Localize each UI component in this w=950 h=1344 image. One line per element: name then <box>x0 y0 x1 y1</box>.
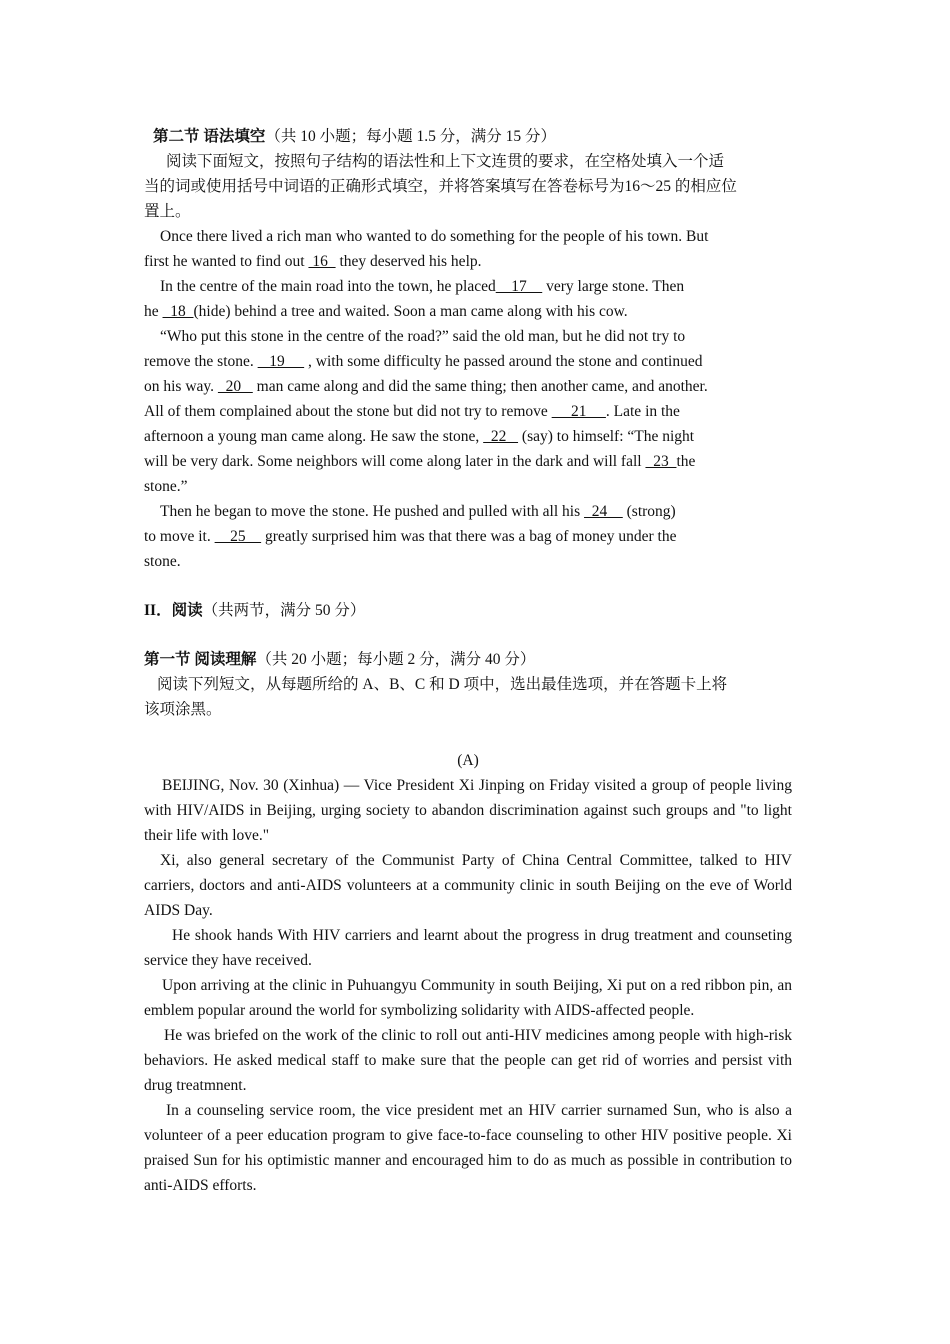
instruction-line: 阅读下面短文，按照句子结构的语法性和上下文连贯的要求，在空格处填入一个适 <box>166 153 725 170</box>
blank-25[interactable]: 25 <box>214 528 262 545</box>
passage-paragraph: Upon arriving at the clinic in Puhuangyu Community in south Beijing, Xi put on a red ribbon pin, an emblem popular around the world for symbolizing solidarity with AIDS-affected people. <box>144 977 792 1019</box>
text-span: (say) to himself: “The night <box>518 428 695 445</box>
passage-line <box>144 374 792 399</box>
passage-paragraph: Xi, also general secretary of the Communist Party of China Central Committee, talked to HIV carriers, doctors and anti-AIDS volunteers at a community clinic in south Beijing on the eve of World AIDS Day. <box>144 852 792 919</box>
blank-22[interactable]: 22 <box>483 428 519 445</box>
text-span: All of them complained about the stone but did not try to remove <box>144 403 552 420</box>
passage-line: stone.” <box>144 478 188 495</box>
passage-paragraph: He shook hands With HIV carriers and learnt about the progress in drug treatment and counseting service they have received. <box>144 927 792 969</box>
passage-line <box>144 274 792 299</box>
passage-paragraph: He was briefed on the work of the clinic to roll out anti-HIV medicines among people with high-risk behaviors. He asked medical staff to make sure that the people can get rid of worries and persist vith drug treatmnent. <box>144 1027 792 1094</box>
exam-page <box>144 124 792 1198</box>
text-span: man came along and did the same thing; then another came, and another. <box>252 378 708 395</box>
blank-24[interactable]: 24 <box>584 503 623 520</box>
text-span: (strong) <box>622 503 676 520</box>
blank-16[interactable]: 16 <box>308 253 336 270</box>
text-span: remove the stone. <box>144 353 258 370</box>
instruction-line: 该项涂黑。 <box>144 701 222 718</box>
text-span: first he wanted to find out <box>144 253 309 270</box>
section-heading <box>144 647 792 672</box>
passage-line <box>144 249 792 274</box>
passage-paragraph: In a counseling service room, the vice president met an HIV carrier surnamed Sun, who is also a volunteer of a peer education program to give face-to-face counseling to other HIV positive people. Xi praised Sun for his optimistic manner and encouraged him to do as much as possible in contribution to anti-AIDS efforts. <box>144 1102 792 1194</box>
passage-line <box>144 399 792 424</box>
text-span: In the centre of the main road into the town, he placed <box>160 278 496 295</box>
passage-line <box>144 349 792 374</box>
text-span: (hide) behind a tree and waited. Soon a man came along with his cow. <box>193 303 628 320</box>
passage-line <box>144 499 792 524</box>
part-scoring: （共两节，满分 50 分） <box>202 602 366 619</box>
section-title: 第一节 阅读理解 <box>144 651 257 668</box>
passage-line <box>144 524 792 549</box>
text-span: the <box>676 453 696 470</box>
passage-line <box>144 299 792 324</box>
passage-line <box>144 449 792 474</box>
part-heading <box>144 598 792 623</box>
passage-line: Once there lived a rich man who wanted to do something for the people of his town. But <box>160 228 709 245</box>
spacer <box>144 722 792 747</box>
blank-23[interactable]: 23 <box>645 453 677 470</box>
passage-line: “Who put this stone in the centre of the road?” said the old man, but he did not try to <box>160 328 686 345</box>
text-span: greatly surprised him was that there was a bag of money under the <box>261 528 677 545</box>
passage-label: (A) <box>457 752 479 769</box>
passage-line <box>144 424 792 449</box>
text-span: Then he began to move the stone. He pushed and pulled with all his <box>160 503 585 520</box>
passage-paragraph: BEIJING, Nov. 30 (Xinhua) — Vice President Xi Jinping on Friday visited a group of people living with HIV/AIDS in Beijing, urging society to abandon discrimination against such groups and "to light their life with love." <box>144 777 792 844</box>
spacer <box>144 574 792 598</box>
instruction-line: 阅读下列短文，从每题所给的 A、B、C 和 D 项中，选出最佳选项，并在答题卡上将 <box>157 676 728 693</box>
part-title: II．阅读 <box>144 602 203 619</box>
text-span: . Late in the <box>605 403 680 420</box>
section-scoring: （共 10 小题；每小题 1.5 分，满分 15 分） <box>265 128 557 145</box>
instruction-line: 置上。 <box>144 203 191 220</box>
text-span: he <box>144 303 163 320</box>
blank-21[interactable]: 21 <box>551 403 606 420</box>
section-scoring: （共 20 小题；每小题 2 分，满分 40 分） <box>256 651 536 668</box>
section-heading <box>144 124 792 149</box>
spacer <box>144 623 792 647</box>
text-span: to move it. <box>144 528 215 545</box>
blank-18[interactable]: 18 <box>162 303 194 320</box>
text-span: on his way. <box>144 378 218 395</box>
text-span: they deserved his help. <box>335 253 482 270</box>
section-title: 第二节 语法填空 <box>153 128 266 145</box>
blank-17[interactable]: 17 <box>495 278 543 295</box>
text-span: very large stone. Then <box>542 278 685 295</box>
instruction-line: 当的词或使用括号中词语的正确形式填空，并将答案填写在答卷标号为16～25 的相应位 <box>144 178 737 195</box>
blank-20[interactable]: 20 <box>217 378 253 395</box>
text-span: will be very dark. Some neighbors will come along later in the dark and will fall <box>144 453 646 470</box>
text-span: afternoon a young man came along. He saw the stone, <box>144 428 484 445</box>
blank-19[interactable]: 19 <box>257 353 305 370</box>
passage-line: stone. <box>144 553 181 570</box>
text-span: , with some difficulty he passed around the stone and continued <box>304 353 703 370</box>
